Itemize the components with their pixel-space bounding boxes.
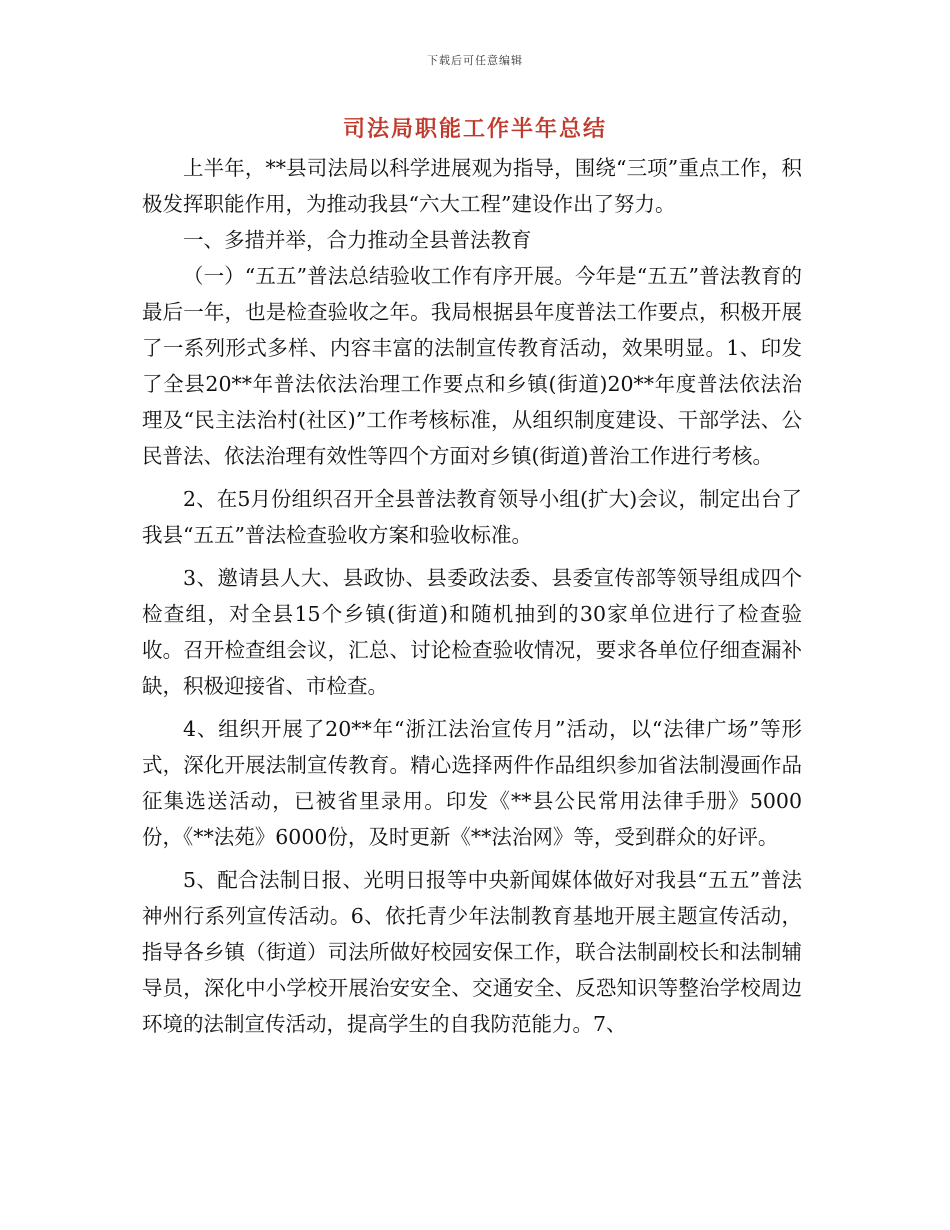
document-body	[142, 150, 802, 1042]
paragraph-item-3: 3、邀请县人大、县政协、县委政法委、县委宣传部等领导组成四个检查组，对全县15个乡镇(街道)和随机抽到的30家单位进行了检查验收。召开检查组会议，汇总、讨论检查验收情况，要求各单位仔细查漏补缺，积极迎接省、市检查。	[142, 566, 802, 698]
page-header-note: 下载后可任意编辑	[427, 54, 523, 67]
paragraph-subsection-1: （一）“五五”普法总结验收工作有序开展。今年是“五五”普法教育的最后一年，也是检查验收之年。我局根据县年度普法工作要点，积极开展了一系列形式多样、内容丰富的法制宣传教育活动，效果明显。1、印发了全县20**年普法依法治理工作要点和乡镇(街道)20**年度普法依法治理及“民主法治村(社区)”工作考核标准，从组织制度建设、干部学法、公民普法、依法治理有效性等四个方面对乡镇(街道)普治工作进行考核。	[142, 264, 802, 468]
paragraph-intro: 上半年，**县司法局以科学进展观为指导，围绕“三项”重点工作，积极发挥职能作用，为推动我县“六大工程”建设作出了努力。	[142, 156, 802, 216]
paragraph-item-4: 4、组织开展了20**年“浙江法治宣传月”活动，以“法律广场”等形式，深化开展法制宣传教育。精心选择两件作品组织参加省法制漫画作品征集选送活动，已被省里录用。印发《**县公民常用法律手册》5000份，《**法苑》6000份，及时更新《**法治网》等，受到群众的好评。	[142, 717, 802, 849]
section-heading: 一、多措并举，合力推动全县普法教育	[183, 228, 532, 252]
document-title: 司法局职能工作半年总结	[342, 116, 607, 142]
paragraph-item-5: 5、配合法制日报、光明日报等中央新闻媒体做好对我县“五五”普法神州行系列宣传活动。6、依托青少年法制教育基地开展主题宣传活动，指导各乡镇（街道）司法所做好校园安保工作，联合法制副校长和法制辅导员，深化中小学校开展治安安全、交通安全、反恐知识等整治学校周边环境的法制宣传活动，提高学生的自我防范能力。7、	[142, 868, 802, 1036]
paragraph-item-2: 2、在5月份组织召开全县普法教育领导小组(扩大)会议，制定出台了我县“五五”普法检查验收方案和验收标准。	[142, 487, 802, 547]
